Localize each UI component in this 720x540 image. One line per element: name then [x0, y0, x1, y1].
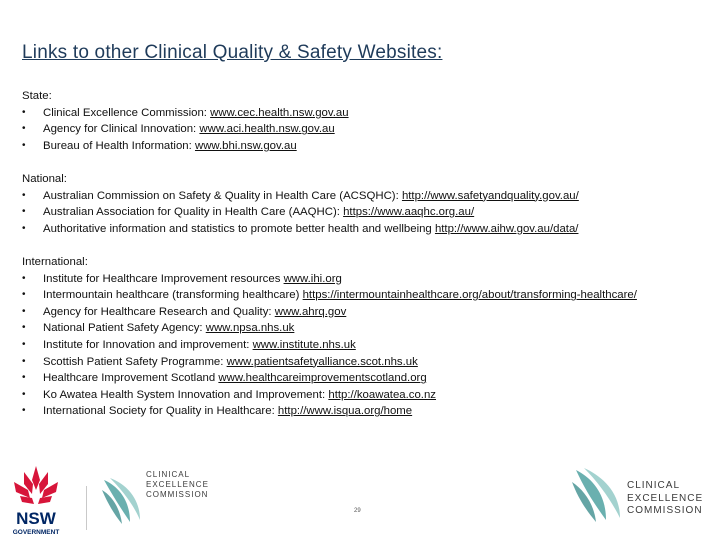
cec-wave-icon [100, 476, 144, 526]
item-text: Agency for Clinical Innovation: [43, 123, 200, 136]
list-item [22, 188, 702, 205]
item-text: Scottish Patient Safety Programme: [43, 355, 227, 368]
item-text: National Patient Safety Agency: [43, 322, 206, 335]
national-list [22, 188, 702, 238]
link-cec[interactable]: www.cec.health.nsw.gov.au [210, 106, 349, 119]
link-aihw[interactable]: http://www.aihw.gov.au/data/ [434, 222, 579, 235]
list-item [22, 121, 702, 138]
link-ihi[interactable]: www.ihi.org [283, 272, 342, 285]
list-item [22, 221, 702, 238]
cec-wave-icon-large [570, 466, 624, 524]
nsw-logo-subtext: GOVERNMENT [12, 529, 60, 536]
list-item [22, 138, 702, 155]
list-item [22, 337, 702, 354]
list-item [22, 204, 702, 221]
cec-logo-text-small [146, 470, 209, 500]
list-item [22, 354, 702, 371]
link-bhi[interactable]: www.bhi.nsw.gov.au [194, 139, 297, 152]
section-heading-international: International: [22, 255, 88, 268]
item-text: Australian Association for Quality in Health Care (AAQHC): [43, 206, 344, 219]
page-number: 29 [354, 508, 361, 514]
national-section [22, 171, 702, 237]
list-item [22, 403, 702, 420]
item-text: Bureau of Health Information: [43, 139, 195, 152]
section-heading-national: National: [22, 172, 67, 185]
link-isqua[interactable]: http://www.isqua.org/home [277, 405, 413, 418]
link-institute-nhs[interactable]: www.institute.nhs.uk [252, 338, 356, 351]
item-text: Agency for Healthcare Research and Quality: [43, 305, 275, 318]
international-list [22, 271, 702, 420]
cec-line: EXCELLENCE [627, 492, 704, 504]
cec-logo-text-large [627, 480, 703, 518]
nsw-logo-text: NSW [16, 509, 56, 528]
nsw-government-logo [6, 464, 66, 536]
logo-divider [86, 486, 87, 530]
cec-line: CLINICAL [146, 470, 191, 479]
item-text: Intermountain healthcare (transforming healthcare) [43, 289, 303, 302]
cec-line: CLINICAL [627, 480, 681, 491]
list-item [22, 271, 702, 288]
link-patient-safety-alliance[interactable]: www.patientsafetyalliance.scot.nhs.uk [226, 355, 418, 368]
link-intermountain[interactable]: https://intermountainhealthcare.org/about/transforming-healthcare/ [302, 289, 637, 302]
item-text: Authoritative information and statistics to promote better health and wellbeing [43, 222, 435, 235]
list-item [22, 320, 702, 337]
state-list [22, 105, 702, 155]
item-text: Clinical Excellence Commission: [43, 106, 211, 119]
cec-line: COMMISSION [146, 490, 209, 499]
link-koawatea[interactable]: http://koawatea.co.nz [328, 388, 437, 401]
waratah-icon [14, 466, 58, 504]
item-text: International Society for Quality in Healthcare: [43, 405, 278, 418]
item-text: Australian Commission on Safety & Quality in Health Care (ACSQHC): [43, 189, 402, 202]
link-aaqhc[interactable]: https://www.aaqhc.org.au/ [343, 206, 475, 219]
list-item [22, 304, 702, 321]
state-section [22, 88, 702, 154]
list-item [22, 387, 702, 404]
cec-line: COMMISSION [627, 505, 703, 516]
link-his[interactable]: www.healthcareimprovementscotland.org [218, 372, 427, 385]
item-text: Institute for Healthcare Improvement resources [43, 272, 284, 285]
cec-line: EXCELLENCE [146, 480, 209, 489]
list-item [22, 287, 702, 304]
item-text: Institute for Innovation and improvement: [43, 338, 253, 351]
international-section [22, 254, 702, 420]
link-npsa[interactable]: www.npsa.nhs.uk [205, 322, 295, 335]
section-heading-state: State: [22, 90, 52, 102]
link-acsqhc[interactable]: http://www.safetyandquality.gov.au/ [401, 189, 579, 202]
page-title: Links to other Clinical Quality & Safety Websites: [22, 42, 443, 63]
item-text: Healthcare Improvement Scotland [43, 372, 219, 385]
links-content [22, 88, 702, 436]
item-text: Ko Awatea Health System Innovation and Improvement: [43, 388, 329, 401]
link-ahrq[interactable]: www.ahrq.gov [274, 305, 347, 318]
list-item [22, 105, 702, 122]
list-item [22, 370, 702, 387]
link-aci[interactable]: www.aci.health.nsw.gov.au [199, 123, 335, 136]
